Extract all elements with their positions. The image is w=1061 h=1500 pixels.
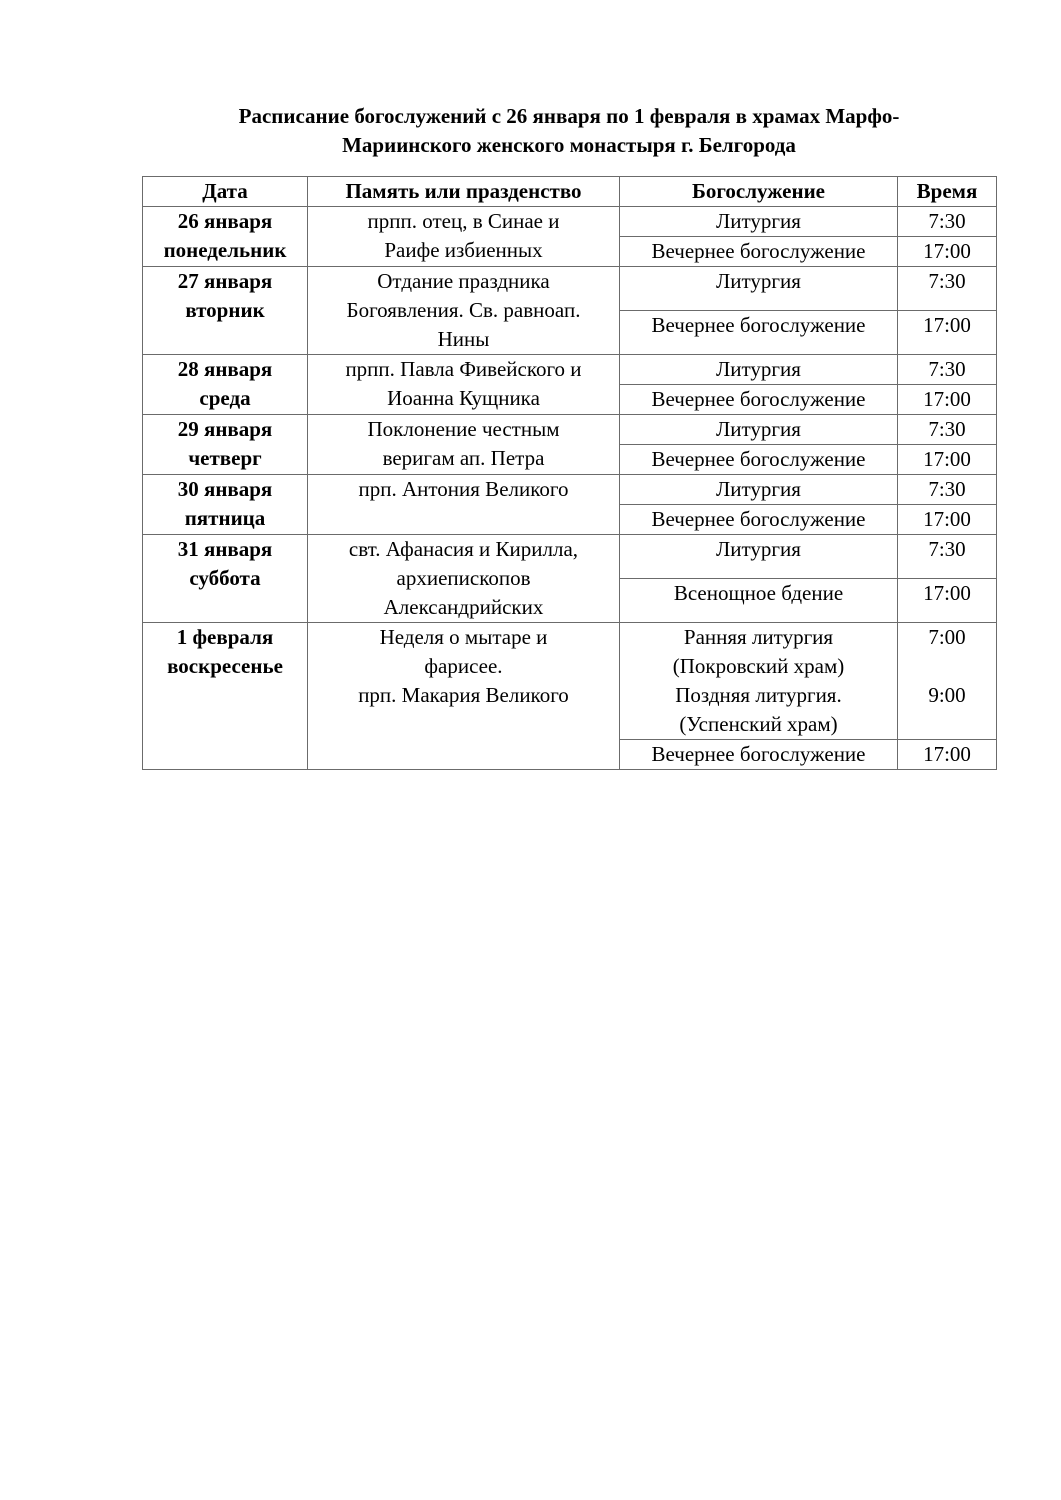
- service-name: Поздняя литургия.: [675, 683, 842, 707]
- weekday-label: понедельник: [163, 238, 287, 262]
- header-time: Время: [898, 177, 997, 207]
- time-value: 17:00: [923, 742, 971, 766]
- memory-line: прп. Макария Великого: [358, 683, 569, 707]
- service-name: Вечернее богослужение: [651, 447, 866, 471]
- schedule-body: [143, 207, 997, 770]
- time-cell: [898, 355, 997, 385]
- date-label: 31 января: [177, 537, 273, 561]
- time-value: 7:30: [928, 357, 966, 381]
- service-name: Литургия: [716, 357, 801, 381]
- time-value: 7:30: [928, 209, 966, 233]
- header-memory: Память или празденство: [308, 177, 620, 207]
- time-value: 17:00: [923, 239, 971, 263]
- weekday-label: вторник: [185, 298, 265, 322]
- time-cell: [898, 311, 997, 355]
- table-row: [143, 355, 997, 385]
- memory-cell: [308, 535, 620, 623]
- schedule-table: [142, 176, 997, 770]
- time-value: 7:30: [928, 477, 966, 501]
- time-value: 7:00: [928, 625, 966, 649]
- date-label: 28 января: [177, 357, 273, 381]
- memory-cell: [308, 355, 620, 415]
- time-value: [902, 652, 992, 681]
- table-row: [143, 475, 997, 505]
- memory-line: прп. Антония Великого: [358, 477, 569, 501]
- memory-line: Нины: [437, 327, 490, 351]
- time-cell: [898, 237, 997, 267]
- service-cell: [620, 535, 898, 579]
- time-cell: [898, 415, 997, 445]
- date-label: 27 января: [177, 269, 273, 293]
- service-cell: [620, 623, 898, 740]
- memory-line: веригам ап. Петра: [382, 446, 545, 470]
- time-value: 7:30: [928, 269, 966, 293]
- memory-line: прпп. отец, в Синае и: [367, 209, 560, 233]
- memory-line: Богоявления. Св. равноап.: [346, 298, 581, 322]
- time-cell: [898, 505, 997, 535]
- memory-cell: [308, 623, 620, 770]
- title-line-2: Мариинского женского монастыря г. Белгорода: [342, 133, 796, 157]
- date-cell: [143, 535, 308, 623]
- table-row: [143, 267, 997, 311]
- service-cell: [620, 579, 898, 623]
- time-value: 17:00: [923, 581, 971, 605]
- memory-cell: [308, 267, 620, 355]
- document-title: [142, 102, 996, 160]
- header-service: Богослужение: [620, 177, 898, 207]
- service-cell: [620, 267, 898, 311]
- date-cell: [143, 415, 308, 475]
- date-cell: [143, 355, 308, 415]
- service-name: Вечернее богослужение: [651, 742, 866, 766]
- memory-line: прпп. Павла Фивейского и: [345, 357, 582, 381]
- memory-cell: [308, 207, 620, 267]
- time-value: 17:00: [923, 313, 971, 337]
- service-cell: [620, 445, 898, 475]
- service-name: Вечернее богослужение: [651, 239, 866, 263]
- time-cell: [898, 740, 997, 770]
- service-cell: [620, 415, 898, 445]
- memory-line: Поклонение честным: [367, 417, 560, 441]
- table-row: [143, 535, 997, 579]
- service-name: Вечернее богослужение: [651, 507, 866, 531]
- date-label: 1 февраля: [176, 625, 274, 649]
- memory-line: Отдание праздника: [377, 269, 550, 293]
- service-cell: [620, 311, 898, 355]
- title-line-1: Расписание богослужений с 26 января по 1 февраля в храмах Марфо-: [238, 104, 900, 128]
- weekday-label: четверг: [188, 446, 262, 470]
- service-name: Литургия: [716, 417, 801, 441]
- weekday-label: суббота: [189, 566, 261, 590]
- time-cell: [898, 535, 997, 579]
- date-cell: [143, 207, 308, 267]
- service-cell: [620, 385, 898, 415]
- date-cell: [143, 475, 308, 535]
- date-label: 29 января: [177, 417, 273, 441]
- service-name: Вечернее богослужение: [651, 313, 866, 337]
- weekday-label: среда: [199, 386, 251, 410]
- header-row: [143, 177, 997, 207]
- table-row: [143, 415, 997, 445]
- time-value: 9:00: [928, 683, 966, 707]
- weekday-label: воскресенье: [167, 654, 283, 678]
- date-label: 30 января: [177, 477, 273, 501]
- table-row: [143, 207, 997, 237]
- memory-line: Александрийских: [383, 595, 544, 619]
- memory-line: Раифе избиенных: [384, 238, 543, 262]
- service-cell: [620, 740, 898, 770]
- memory-line: Неделя о мытаре и: [379, 625, 548, 649]
- service-cell: [620, 207, 898, 237]
- memory-line: Иоанна Кущника: [387, 386, 540, 410]
- date-cell: [143, 623, 308, 770]
- time-cell: [898, 579, 997, 623]
- service-name: Литургия: [716, 209, 801, 233]
- service-cell: [620, 505, 898, 535]
- service-name: Ранняя литургия: [683, 625, 834, 649]
- service-name: (Покровский храм): [672, 654, 845, 678]
- time-cell: [898, 207, 997, 237]
- time-value: 17:00: [923, 507, 971, 531]
- service-name: Литургия: [716, 477, 801, 501]
- time-cell: [898, 445, 997, 475]
- date-cell: [143, 267, 308, 355]
- service-name: Литургия: [716, 269, 801, 293]
- time-cell: [898, 267, 997, 311]
- weekday-label: пятница: [184, 506, 266, 530]
- service-name: (Успенский храм): [679, 712, 838, 736]
- header-date: Дата: [143, 177, 308, 207]
- memory-cell: [308, 475, 620, 535]
- time-value: [902, 710, 992, 739]
- time-value: 17:00: [923, 387, 971, 411]
- service-name: Вечернее богослужение: [651, 387, 866, 411]
- time-value: 7:30: [928, 537, 966, 561]
- memory-line: архиепископов: [396, 566, 531, 590]
- service-cell: [620, 475, 898, 505]
- table-row: [143, 623, 997, 740]
- date-label: 26 января: [177, 209, 273, 233]
- time-cell: [898, 385, 997, 415]
- service-cell: [620, 237, 898, 267]
- service-cell: [620, 355, 898, 385]
- time-cell: [898, 475, 997, 505]
- time-value: 7:30: [928, 417, 966, 441]
- time-cell: [898, 623, 997, 740]
- service-name: Всенощное бдение: [673, 581, 844, 605]
- time-value: 17:00: [923, 447, 971, 471]
- service-name: Литургия: [716, 537, 801, 561]
- memory-cell: [308, 415, 620, 475]
- memory-line: свт. Афанасия и Кирилла,: [348, 537, 579, 561]
- memory-line: фарисее.: [424, 654, 503, 678]
